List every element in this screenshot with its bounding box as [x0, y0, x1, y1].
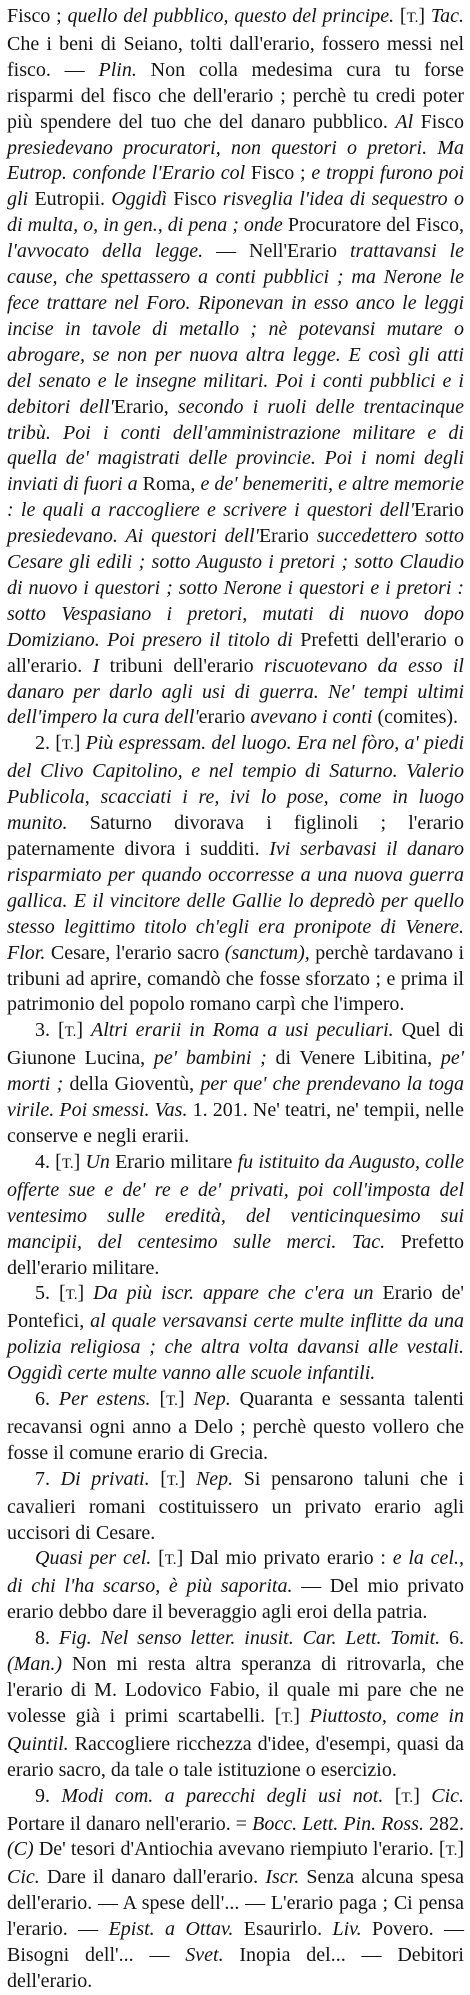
text-run: ]: [413, 1784, 432, 1807]
italic-text: e la cel., di chi l'ha scarso, è più saporita.: [7, 1547, 464, 1598]
paragraph-8: [7, 1626, 464, 1783]
italic-text: succedettero sotto Cesare gli edili ; sotto Augusto i pretori ; sotto Claudio di nuovo i questori ; sotto Nerone i questori e i pretori : sotto Vespasiano i pretori, mutati di nuovo dopo Domiziano. Poi presero il titolo di: [7, 525, 464, 651]
text-run: 7.: [35, 1467, 61, 1490]
paragraph-fisco: [7, 4, 464, 731]
italic-text: Cic.: [7, 1866, 40, 1889]
italic-text: Plin.: [98, 58, 137, 81]
text-run: Prefetto dell'erario militare.: [7, 1230, 464, 1279]
italic-text: e de' benemeriti, e altre memorie : le quali a raccogliere e scrivere i questori dell': [7, 473, 465, 522]
text-run: Cesare, l'erario sacro: [45, 941, 225, 964]
italic-text: Epist. a Ottav.: [108, 1918, 234, 1941]
paragraph-4: [7, 1150, 464, 1282]
italic-text: Quasi per cel.: [35, 1547, 152, 1570]
text-run: Quaranta e sessanta talenti recavansi ogni anno a Delo ; perchè questo vollero che fosse il comune erario di Grecia.: [7, 1388, 464, 1464]
italic-text: Da più iscr. appare che c'era un: [93, 1282, 374, 1305]
text-run: ]: [177, 1388, 194, 1411]
text-run: Erario,: [113, 395, 178, 418]
text-run: Procuratore del Fisco,: [282, 214, 464, 237]
text-run: ]: [73, 1150, 86, 1173]
text-run: della Gioventù,: [63, 1073, 201, 1096]
italic-text: avevano i conti: [250, 706, 373, 729]
paragraph-7: [7, 1467, 464, 1547]
italic-text: Svet.: [185, 1944, 224, 1967]
italic-text: Oggidì: [111, 188, 167, 211]
italic-text: presiedevano procuratori, non questori o pretori. Ma Eutrop. confonde l'Erario col: [7, 136, 464, 185]
text-run: (comites).: [372, 706, 459, 729]
italic-text: pe' bambini ;: [153, 1047, 267, 1070]
text-run: [: [151, 1547, 165, 1570]
italic-text: per que' che prendevano la toga virile. Poi smessi. Vas.: [7, 1073, 464, 1122]
italic-text: trattavansi le cause, che spettassero a conti pubblici ; ma Nerone le fece trattare nel Foro. Riponevan in esso anco le leggi incise in tavole di metallo ; nè potevansi mutare o abrogare, se non per nuova altra legge. E così gli atti del senato e le insegne militari. Poi i conti pubblici e i debitori dell': [7, 240, 464, 418]
italic-text: Più espressam.: [85, 732, 207, 755]
text-run: Esaurirlo.: [233, 1918, 333, 1941]
text-run: De' tesori d'Antiochia avevano riempiuto l'erario. [: [33, 1838, 446, 1861]
source-tag: T.: [281, 1709, 294, 1726]
italic-text: Piuttosto, come in Quintil.: [7, 1704, 464, 1755]
text-run: Non colla medesima cura tu forse risparmi del fisco che dell'erario ; perchè tu credi poter più spendere del tuo che del danaro pubblico.: [7, 58, 464, 133]
text-run: 9.: [35, 1784, 62, 1807]
text-run: 6.: [440, 1627, 465, 1650]
paragraph-7b: [7, 1546, 464, 1626]
text-run: 8.: [35, 1627, 59, 1650]
text-run: Erario: [258, 525, 317, 548]
italic-text: Nep.: [195, 1467, 234, 1490]
source-tag: T.: [64, 1024, 77, 1041]
italic-text: Al: [395, 110, 414, 133]
italic-text: Bocc. Lett. Pin. Ross.: [252, 1812, 424, 1835]
text-run: [: [150, 1388, 167, 1411]
italic-text: Ivi serbavasi il danaro risparmiato per quando occorresse a una nuova guerra gallica. E il vincitore delle Gallie lo depredò per quello stesso legittimo titolo ch'egli era pronipote di Venere. Flor.: [7, 838, 464, 964]
text-run: 5. [: [35, 1282, 66, 1305]
italic-text: Tac.: [430, 5, 464, 27]
text-run: ]: [77, 1282, 94, 1305]
text-run: Inopia del... — Debitori dell'erario.: [7, 1944, 464, 1992]
text-run: Non mi resta altra speranza di ritrovarla, che l'erario di M. Lodovico Fabio, il quale mi pare che ne volesse già i primi scartabelli. [: [7, 1653, 464, 1727]
italic-text: Di privati.: [60, 1467, 150, 1490]
source-tag: T.: [445, 1843, 458, 1860]
text-run: [: [394, 5, 407, 27]
source-tag: T.: [406, 10, 419, 26]
italic-text: I: [92, 654, 100, 677]
text-run: Fisco: [413, 110, 464, 133]
italic-text: (sanctum),: [224, 941, 310, 964]
text-run: [: [149, 1467, 167, 1490]
italic-text: Fig. Nel senso letter. inusit. Car. Lett. Tomit.: [58, 1627, 441, 1650]
text-run: 2. [: [35, 732, 62, 755]
italic-text: e troppi furono poi gli: [7, 162, 464, 211]
text-run: ]: [76, 1019, 92, 1042]
text-run: ]: [457, 1838, 464, 1861]
text-run: Che i beni di Seiano, tolti dall'erario, fossero messi nel fisco. —: [7, 32, 464, 81]
text-run: perchè tardavano i tribuni ad aprire, comandò che fosse sforzato ; e prima il patrimonio del popolo romano carpì che l'impero.: [7, 941, 465, 1016]
italic-text: (C): [7, 1838, 34, 1861]
text-run: ]: [418, 5, 431, 27]
paragraph-5: [7, 1281, 464, 1387]
italic-text: fu istituito da Augusto, colle offerte sue e de' re e de' privati, poi coll'imposta del ventesimo sulle eredità, del venticinquesimo sui mancipii, del centesimo sulle merci. Tac.: [7, 1150, 464, 1253]
italic-text: Per estens.: [58, 1388, 151, 1411]
italic-text: al quale versavansi certe multe inflitte da una polizia religiosa ; che altra volta davansi alle vestali. Oggidì certe multe vanno alle scuole infantili.: [7, 1310, 464, 1385]
italic-text: Cic.: [431, 1784, 465, 1807]
text-run: [: [383, 1784, 402, 1807]
text-run: 4. [: [35, 1150, 62, 1173]
italic-text: Iscr.: [265, 1866, 300, 1889]
source-tag: T.: [61, 737, 74, 754]
text-run: ] Dal mio privato erario :: [176, 1547, 393, 1570]
italic-text: del luogo. Era nel fòro, a' piedi del Clivo Capitolino, e nel tempio di Saturno. Valerio Publicola, scacciati i re, ivi lo pose, come in luogo munito.: [7, 732, 464, 835]
text-run: Erario de' Pontefici,: [7, 1282, 464, 1333]
italic-text: Modi com. a parecchi degli usi not.: [61, 1784, 384, 1807]
italic-text: Altri erarii in Roma a usi peculiari.: [91, 1019, 394, 1042]
italic-text: Liv.: [332, 1918, 362, 1941]
italic-text: presiedevano. Ai questori dell': [7, 525, 259, 548]
text-run: 1. 201. Ne' teatri, ne' tempii, nelle conserve e negli erarii.: [7, 1099, 464, 1147]
italic-text: risveglia l'idea di sequestro o di multa, o, in gen., di pena ; onde: [7, 188, 464, 237]
source-tag: T.: [164, 1552, 177, 1569]
text-run: Dare il danaro dall'erario.: [39, 1866, 266, 1889]
text-run: 6.: [35, 1388, 59, 1411]
italic-text: l'avvocato della legge.: [7, 240, 204, 263]
text-run: Senza alcuna spesa dell'erario. — A spese dell'... — L'erario paga ; Ci pensa l'erario. —: [7, 1866, 465, 1941]
source-tag: T.: [166, 1393, 178, 1410]
text-run: Roma,: [137, 473, 201, 496]
text-run: ]: [178, 1467, 196, 1490]
text-run: Erario militare: [109, 1150, 238, 1173]
paragraph-6: [7, 1387, 464, 1467]
italic-text: (Man.): [7, 1653, 62, 1676]
text-run: — Del mio privato erario debbo dare il beveraggio agli eroi della patria.: [7, 1575, 464, 1624]
text-run: 282.: [423, 1812, 464, 1835]
text-run: ]: [73, 732, 86, 755]
text-run: Prefetti dell'erario o all'erario.: [7, 628, 464, 677]
italic-text: pe' morti ;: [7, 1047, 464, 1096]
text-run: Si pensarono taluni che i cavalieri romani costituissero un privato erario agli uccisori di Cesare.: [7, 1467, 464, 1544]
text-run: Povero. — Bisogni dell'... —: [7, 1918, 465, 1967]
text-run: Fisco: [166, 188, 223, 211]
paragraph-9: [7, 1784, 464, 1995]
text-run: — Nell'Erario: [203, 240, 350, 263]
text-run: Quel di Giunone Lucina,: [7, 1019, 464, 1070]
text-run: Portare il danaro nell'erario. =: [7, 1812, 253, 1835]
text-run: erario: [198, 706, 251, 729]
text-run: Fisco ;: [7, 5, 68, 27]
source-tag: T.: [401, 1789, 414, 1806]
paragraph-3: [7, 1018, 464, 1150]
text-run: tribuni dell'erario: [99, 654, 264, 677]
italic-text: riscuotevano da esso il danaro per darlo agli usi di guerra. Ne' tempi ultimi dell'impero la cura dell': [7, 654, 464, 729]
text-run: Erario: [414, 499, 464, 522]
text-run: Raccogliere ricchezza d'idee, d'esempi, quasi da erario sacro, da tale o tale istituzione o esercizio.: [7, 1732, 464, 1781]
dictionary-entry-erario: [7, 4, 464, 1995]
text-run: Eutropii.: [28, 188, 112, 211]
paragraph-2: [7, 731, 464, 1018]
source-tag: T.: [65, 1287, 78, 1304]
text-run: 3. [: [35, 1019, 65, 1042]
text-run: ]: [293, 1704, 310, 1727]
text-run: Fisco ;: [245, 162, 312, 185]
italic-text: quello del pubblico, questo del principe.: [67, 5, 395, 27]
italic-text: secondo i ruoli delle trentacinque tribù. Poi i conti dell'amministrazione militare e di quella de' magistrati delle provincie. Poi i nomi degli inviati di fuori a: [7, 395, 464, 496]
text-run: Saturno divorava i figlinoli ; l'erario paternamente divora i sudditi.: [7, 812, 464, 860]
source-tag: T.: [61, 1155, 74, 1172]
italic-text: Nep.: [193, 1388, 231, 1411]
text-run: di Venere Libitina,: [266, 1047, 441, 1070]
italic-text: Un: [85, 1150, 110, 1173]
source-tag: T.: [166, 1472, 179, 1489]
